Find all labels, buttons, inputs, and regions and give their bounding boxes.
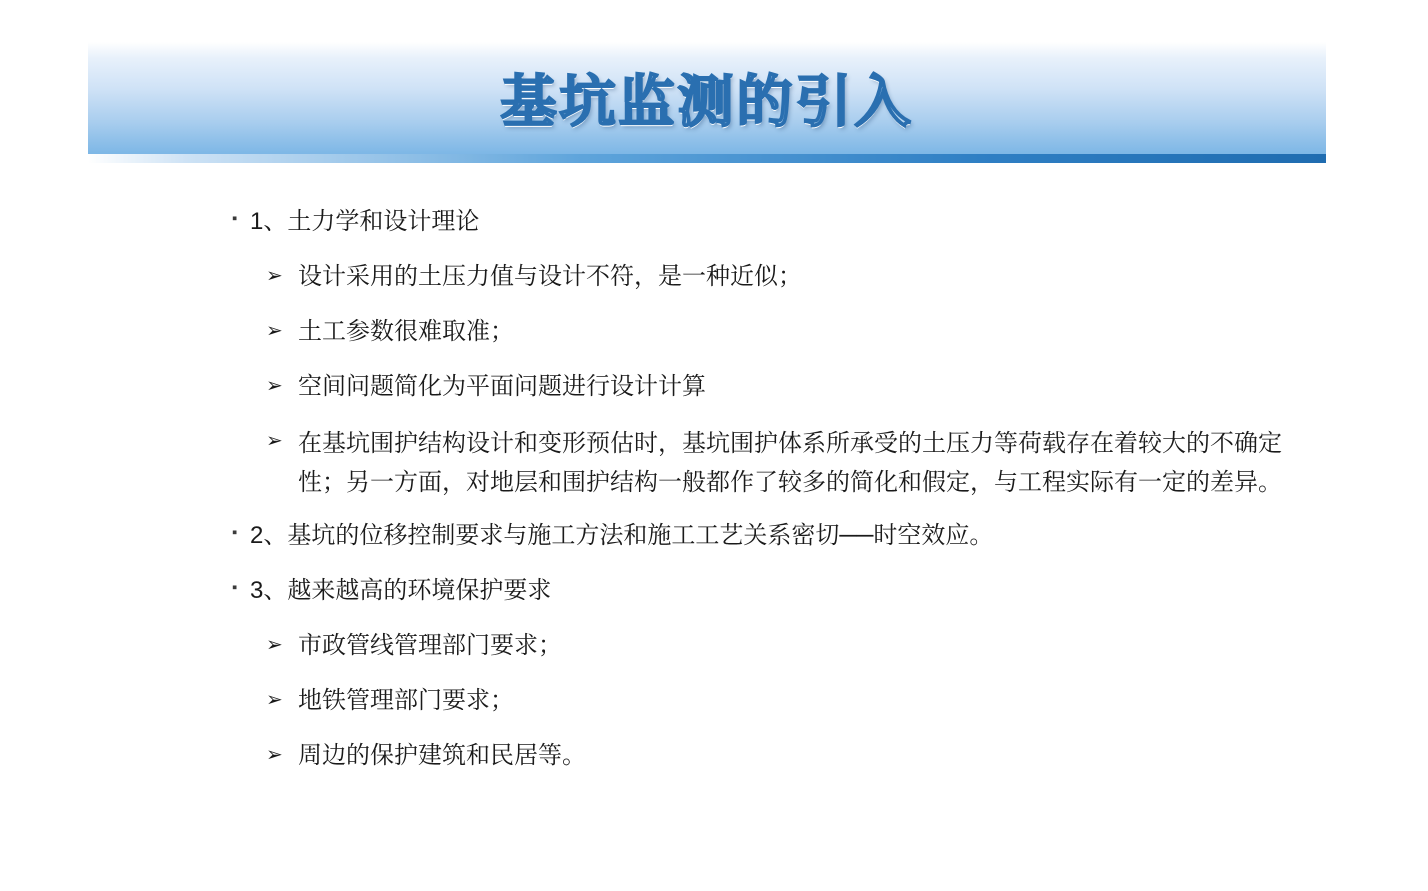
arrow-bullet-icon: ➢ — [266, 430, 283, 453]
square-bullet-icon: ▪ — [232, 524, 238, 542]
bullet-item — [266, 260, 1292, 294]
bullet-text: 2、基坑的位移控制要求与施工方法和施工工艺关系密切──时空效应。 — [250, 522, 994, 550]
bullet-item — [266, 629, 1292, 663]
bullet-item — [266, 739, 1292, 773]
arrow-bullet-icon: ➢ — [266, 744, 283, 767]
bullet-text: 在基坑围护结构设计和变形预估时，基坑围护体系所承受的土压力等荷载存在着较大的不确定性；另一方面，对地层和围护结构一般都作了较多的简化和假定，与工程实际有一定的差异。 — [298, 430, 1282, 497]
bullet-item — [266, 370, 1292, 404]
square-bullet-icon: ▪ — [232, 210, 238, 227]
bullet-item — [232, 574, 1292, 608]
bullet-text: 周边的保护建筑和民居等。 — [298, 742, 586, 770]
bullet-text: 1、土力学和设计理论 — [250, 208, 480, 235]
bullet-text: 市政管线管理部门要求； — [298, 632, 562, 660]
square-bullet-icon: ▪ — [232, 579, 238, 597]
bullet-text: 3、越来越高的环境保护要求 — [250, 577, 552, 605]
bullet-text: 设计采用的土压力值与设计不符，是一种近似； — [298, 263, 802, 291]
bullet-item — [232, 205, 1292, 239]
title-banner — [88, 42, 1326, 154]
title-underline-rule — [88, 154, 1326, 163]
bullet-item — [232, 519, 1292, 553]
slide-title: 基坑监测的引入 — [500, 70, 914, 135]
bullet-item — [266, 684, 1292, 718]
arrow-bullet-icon: ➢ — [266, 320, 283, 343]
bullet-text: 地铁管理部门要求； — [298, 687, 514, 715]
slide-body — [232, 205, 1292, 794]
arrow-bullet-icon: ➢ — [266, 265, 283, 288]
bullet-item — [266, 425, 1292, 503]
bullet-text: 空间问题简化为平面问题进行设计计算 — [298, 373, 706, 401]
arrow-bullet-icon: ➢ — [266, 375, 283, 398]
arrow-bullet-icon: ➢ — [266, 689, 283, 712]
bullet-item — [266, 315, 1292, 349]
arrow-bullet-icon: ➢ — [266, 634, 283, 657]
bullet-text: 土工参数很难取准； — [298, 318, 514, 346]
